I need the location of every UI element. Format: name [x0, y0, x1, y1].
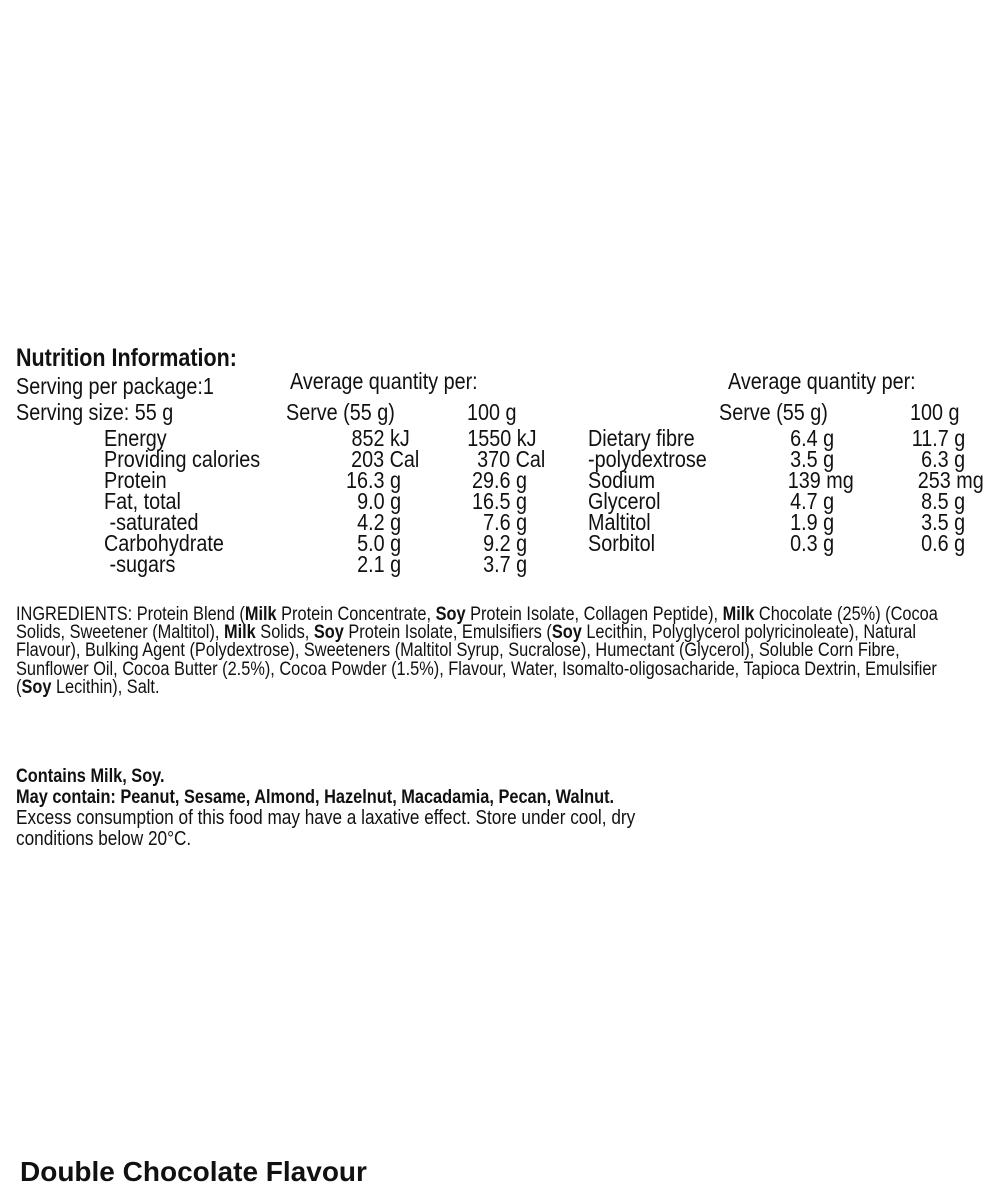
allergen-highlight: Soy [21, 676, 52, 698]
nutrition-title: Nutrition Information: [16, 344, 237, 372]
nutrient-100g-value: 1550 kJ [467, 425, 537, 451]
nutrient-serve-value: 6.4 g [790, 425, 834, 451]
serving-size: Serving size: 55 g [16, 399, 174, 425]
nutrient-label: Energy [104, 425, 167, 451]
nutrient-100g-value: 3.7 g [483, 551, 527, 577]
nutrient-serve-value: 9.0 g [357, 488, 401, 514]
nutrient-serve-value: 16.3 g [346, 467, 401, 493]
serving-per-package: Serving per package:1 [16, 373, 214, 399]
nutrient-label: Protein [104, 467, 167, 493]
nutrient-serve-value: 139 mg [788, 467, 854, 493]
allergen-highlight: Soy [313, 622, 344, 644]
nutrient-label: Glycerol [588, 488, 661, 514]
ingredients-segment: Protein Isolate, Collagen Peptide), [465, 604, 723, 625]
nutrient-100g-value: 16.5 g [472, 488, 527, 514]
left-table-header: Average quantity per: [290, 368, 478, 394]
nutrient-label: Sorbitol [588, 530, 656, 556]
left-col-100g-header: 100 g [467, 399, 517, 425]
right-col-serve-header: Serve (55 g) [719, 399, 828, 425]
allergen-highlight: Soy [435, 604, 466, 625]
nutrient-serve-value: 4.2 g [357, 509, 401, 535]
allergen-highlight: Milk [722, 604, 755, 625]
nutrient-100g-value: 7.6 g [483, 509, 527, 535]
ingredients-segment: Lecithin, Polyglycerol polyricinoleate), Natural Flavour), Bulking Agent (Polydextrose), Sweeteners (Maltitol Syrup, Sucralose), Humectant (Glycerol), Soluble Corn Fibre, Sunflower Oil, Cocoa Butter (2.5%), Cocoa Powder (1.5%), Flavour, Water, Isomalto-oligosacharide, Tapioca Dextrin, Emulsifier ( [16, 622, 937, 698]
ingredients-text [16, 606, 953, 697]
flavour-name: Double Chocolate Flavour [20, 1156, 367, 1187]
ingredients-segment: INGREDIENTS: Protein Blend ( [16, 604, 245, 625]
right-col-100g-header: 100 g [910, 399, 960, 425]
allergen-highlight: Soy [551, 622, 582, 644]
nutrient-100g-value: 0.6 g [921, 530, 965, 556]
allergen-highlight: Milk [223, 622, 256, 644]
ingredients-segment: Solids, [255, 622, 314, 644]
nutrient-label: -polydextrose [588, 446, 707, 472]
nutrient-label: Maltitol [588, 509, 651, 535]
nutrient-serve-value: 5.0 g [357, 530, 401, 556]
nutrient-100g-value: 9.2 g [483, 530, 527, 556]
right-table-header: Average quantity per: [728, 368, 916, 394]
nutrient-100g-value: 8.5 g [921, 488, 965, 514]
nutrient-100g-value: 3.5 g [921, 509, 965, 535]
nutrient-serve-value: 203 Cal [350, 446, 419, 472]
nutrient-serve-value: 3.5 g [790, 446, 834, 472]
ingredients-segment: Chocolate (25%) (Cocoa Solids, Sweetener (Maltitol), [16, 604, 938, 644]
may-contain-statement: May contain: Peanut, Sesame, Almond, Hazelnut, Macadamia, Pecan, Walnut. [16, 787, 615, 808]
nutrient-label: Sodium [588, 467, 656, 493]
ingredients-segment: Lecithin), Salt. [51, 676, 160, 698]
laxative-warning: Excess consumption of this food may have a laxative effect. Store under cool, dry conditions below 20°C. [16, 807, 636, 850]
nutrient-100g-value: 6.3 g [921, 446, 965, 472]
nutrient-label: Providing calories [104, 446, 261, 472]
nutrient-serve-value: 4.7 g [790, 488, 834, 514]
allergen-highlight: Milk [244, 604, 277, 625]
nutrient-100g-value: 11.7 g [911, 425, 965, 451]
nutrient-serve-value: 2.1 g [357, 551, 401, 577]
ingredients-segment: Protein Isolate, Emulsifiers ( [343, 622, 552, 644]
nutrient-label: Dietary fibre [588, 425, 695, 451]
left-col-serve-header: Serve (55 g) [286, 399, 395, 425]
nutrient-serve-value: 1.9 g [790, 509, 834, 535]
nutrient-label: -sugars [104, 551, 176, 577]
nutrient-label: Carbohydrate [104, 530, 224, 556]
nutrient-serve-value: 852 kJ [351, 425, 410, 451]
nutrient-100g-value: 29.6 g [472, 467, 527, 493]
nutrient-serve-value: 0.3 g [790, 530, 834, 556]
contains-statement: Contains Milk, Soy. [16, 766, 165, 787]
ingredients-segment: Protein Concentrate, [276, 604, 436, 625]
nutrient-label: Fat, total [104, 488, 181, 514]
nutrient-100g-value: 370 Cal [476, 446, 545, 472]
nutrient-label: -saturated [104, 509, 199, 535]
nutrient-100g-value: 253 mg [918, 467, 984, 493]
